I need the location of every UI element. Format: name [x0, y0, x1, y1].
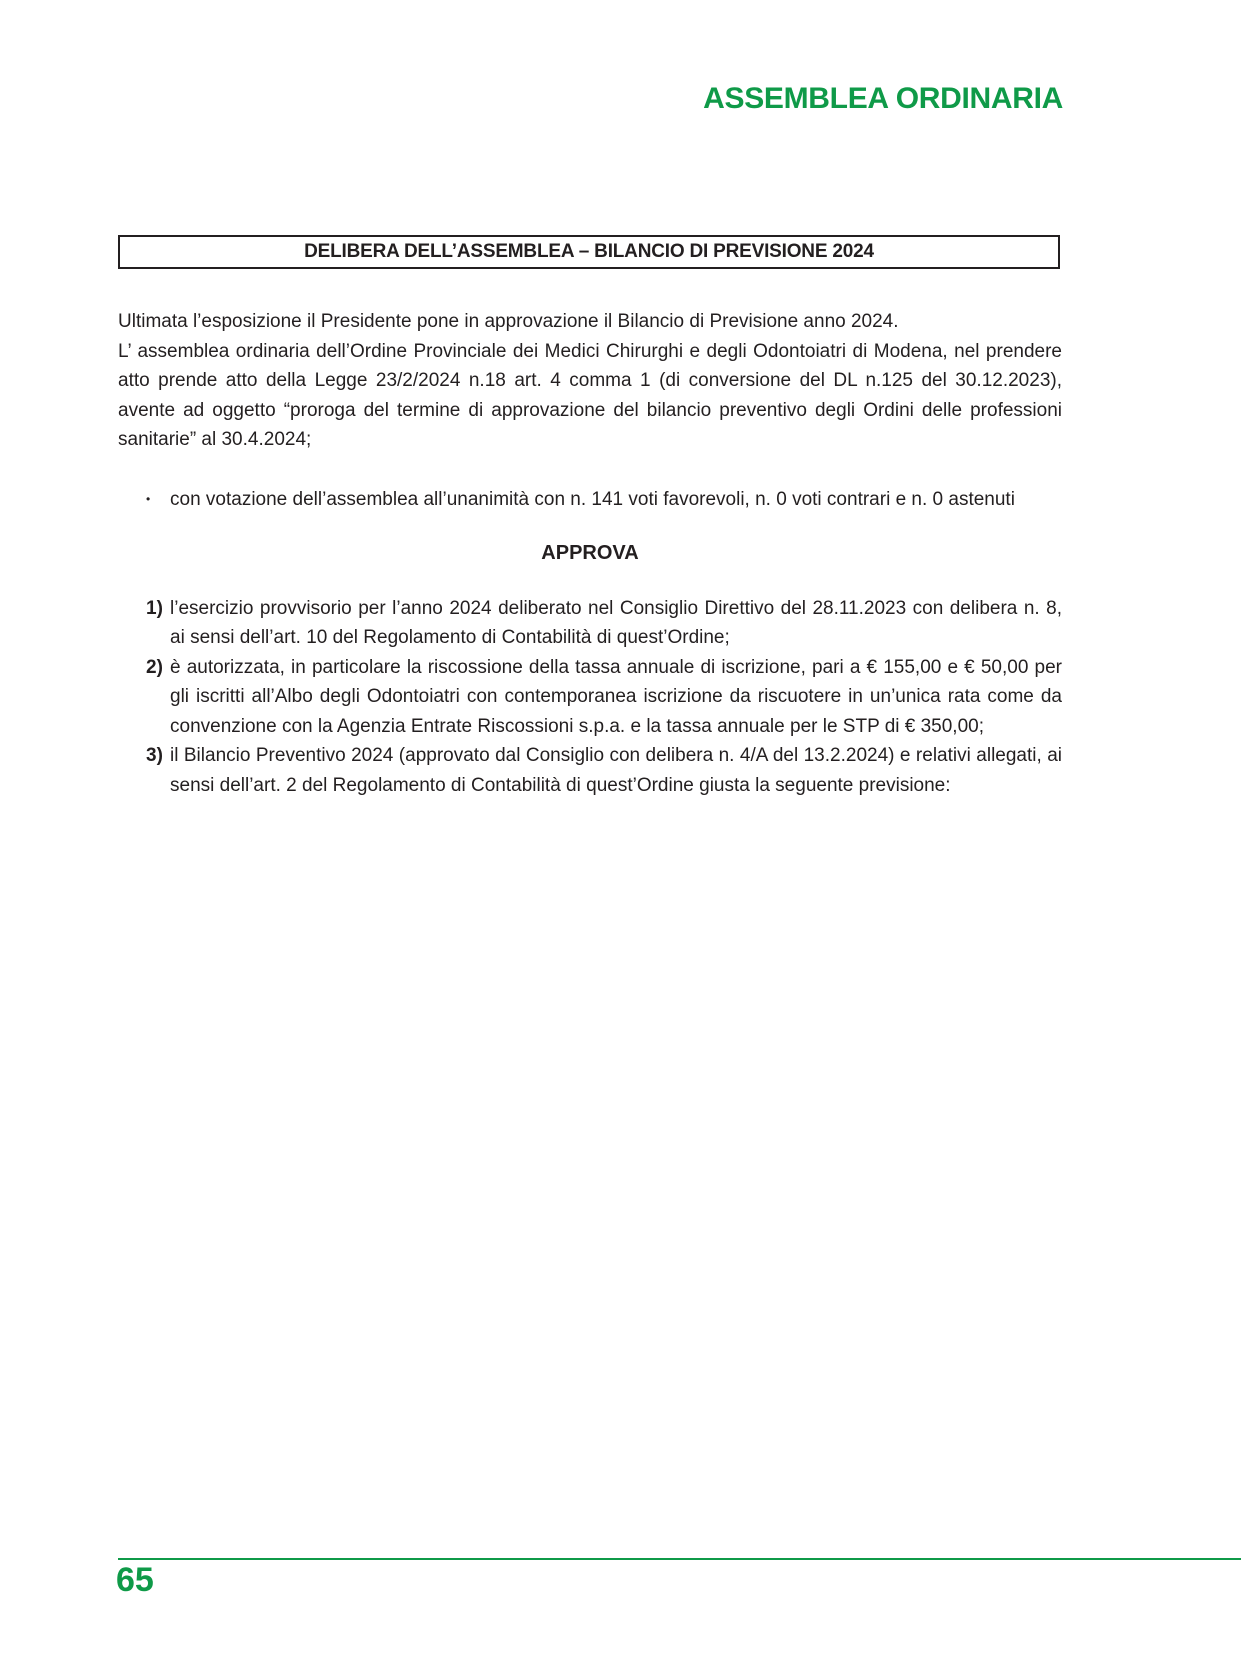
- item-marker: 2): [146, 656, 163, 678]
- approval-item-2: [118, 653, 1062, 742]
- vote-bullet-list: [118, 485, 1062, 515]
- approval-item-1: [118, 594, 1062, 653]
- item-text: è autorizzata, in particolare la riscossione della tassa annuale di iscrizione, pari a € 155,00 e € 50,00 per gli iscritti all’Albo degli Odontoiatri con contemporanea iscrizione da riscuotere in un’unica rata come da convenzione con la Agenzia Entrate Riscossioni s.p.a. e la tassa annuale per le STP di € 350,00;: [170, 656, 1062, 737]
- page-number: 65: [116, 1561, 154, 1599]
- item-text: il Bilancio Preventivo 2024 (approvato dal Consiglio con delibera n. 4/A del 13.2.2024) e relativi allegati, ai sensi dell’art. 2 del Regolamento di Contabilità di quest’Ordine giusta la seguente previsione:: [170, 745, 1062, 796]
- item-marker: 1): [146, 597, 163, 619]
- intro-paragraph-2: L’ assemblea ordinaria dell’Ordine Provinciale dei Medici Chirurghi e degli Odontoiatri di Modena, nel prendere atto prende atto della Legge 23/2/2024 n.18 art. 4 comma 1 (di conversione del DL n.125 del 30.12.2023), avente ad oggetto “proroga del termine di approvazione del bilancio preventivo degli Ordini delle professioni sanitarie” al 30.4.2024;: [118, 340, 1062, 450]
- bullet-icon: •: [146, 491, 151, 506]
- approval-list: [118, 594, 1062, 801]
- approva-heading: APPROVA: [541, 542, 639, 564]
- footer-divider: [118, 1558, 1241, 1560]
- delibera-title-box: [118, 235, 1060, 269]
- approval-item-3: [118, 741, 1062, 800]
- bullet-text: con votazione dell’assemblea all’unanimità con n. 141 voti favorevoli, n. 0 voti contrari e n. 0 astenuti: [170, 488, 1015, 510]
- bullet-item: [118, 485, 1062, 515]
- delibera-title: DELIBERA DELL’ASSEMBLEA – BILANCIO DI PREVISIONE 2024: [304, 241, 874, 262]
- section-title: ASSEMBLEA ORDINARIA: [703, 82, 1063, 115]
- intro-paragraph-1: Ultimata l’esposizione il Presidente pone in approvazione il Bilancio di Previsione anno 2024.: [118, 311, 899, 332]
- item-marker: 3): [146, 745, 163, 766]
- document-body: [118, 307, 1062, 800]
- item-text: l’esercizio provvisorio per l’anno 2024 deliberato nel Consiglio Direttivo del 28.11.2023 con delibera n. 8, ai sensi dell’art. 10 del Regolamento di Contabilità di quest’Ordine;: [170, 597, 1062, 648]
